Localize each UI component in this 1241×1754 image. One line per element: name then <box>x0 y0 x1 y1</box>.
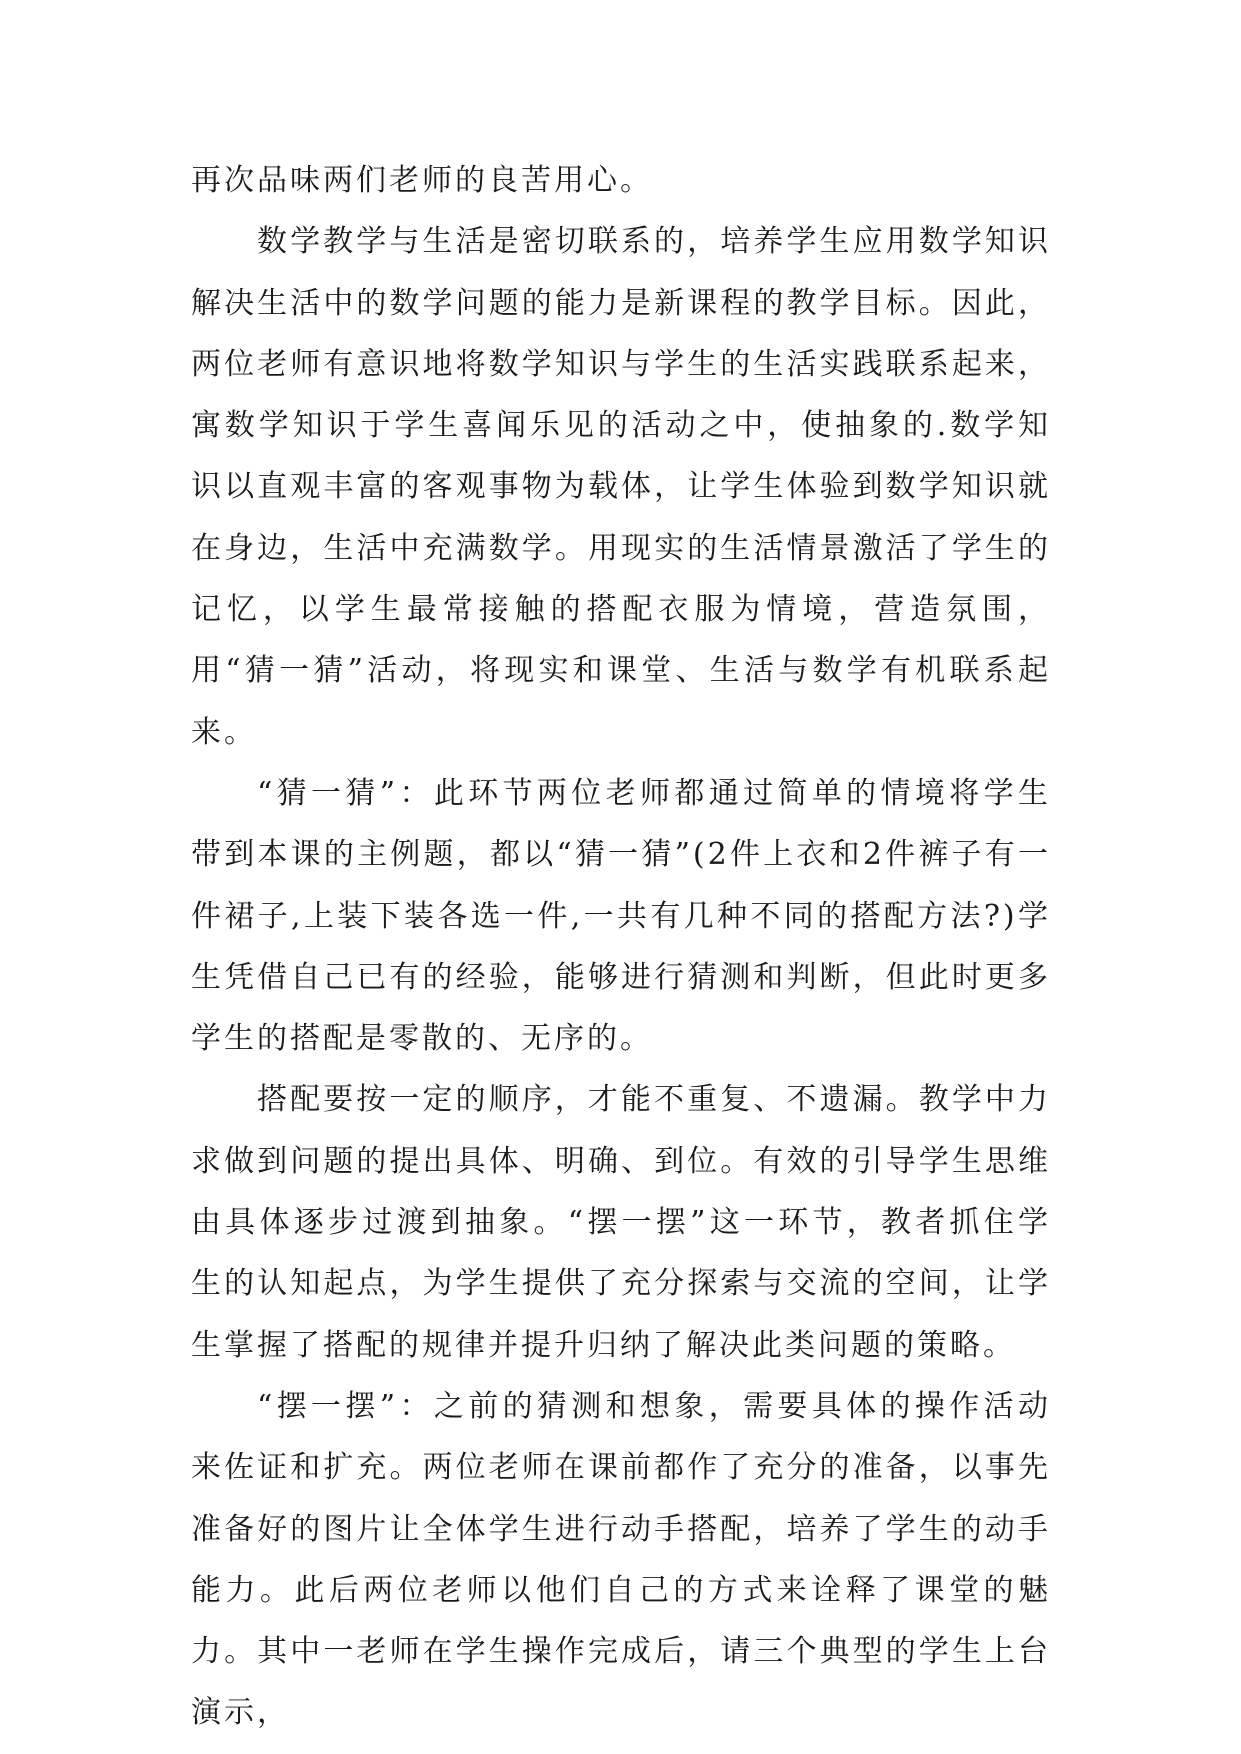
paragraph-guess-activity: “猜一猜”：此环节两位老师都通过简单的情境将学生带到本课的主例题，都以“猜一猜”(2件上衣和2件裤子有一件裙子,上装下装各选一件,一共有几种不同的搭配方法?)学生凭借自己已有的经验，能够进行猜测和判断，但此时更多学生的搭配是零散的、无序的。 <box>191 775 1051 1057</box>
paragraph-math-life-connection: 数学教学与生活是密切联系的，培养学生应用数学知识解决生活中的数学问题的能力是新课程的教学目标。因此，两位老师有意识地将数学知识与学生的生活实践联系起来，寓数学知识于学生喜闻乐见的活动之中，使抽象的.数学知识以直观丰富的客观事物为载体，让学生体验到数学知识就在身边，生活中充满数学。用现实的生活情景激活了学生的记忆，以学生最常接触的搭配衣服为情境，营造氛围，用“猜一猜”活动，将现实和课堂、生活与数学有机联系起来。 <box>191 224 1051 750</box>
document-body <box>191 150 1051 1744</box>
paragraph-arrange-activity: “摆一摆”：之前的猜测和想象，需要具体的操作活动来佐证和扩充。两位老师在课前都作了充分的准备，以事先准备好的图片让全体学生进行动手搭配，培养了学生的动手能力。此后两位老师以他们自己的方式来诠释了课堂的魅力。其中一老师在学生操作完成后，请三个典型的学生上台演示， <box>191 1388 1051 1731</box>
paragraph-ordered-matching: 搭配要按一定的顺序，才能不重复、不遗漏。教学中力求做到问题的提出具体、明确、到位。有效的引导学生思维由具体逐步过渡到抽象。“摆一摆”这一环节，教者抓住学生的认知起点，为学生提供了充分探索与交流的空间，让学生掌握了搭配的规律并提升归纳了解决此类问题的策略。 <box>191 1082 1051 1363</box>
paragraph-continuation: 再次品味两们老师的良苦用心。 <box>191 163 653 198</box>
